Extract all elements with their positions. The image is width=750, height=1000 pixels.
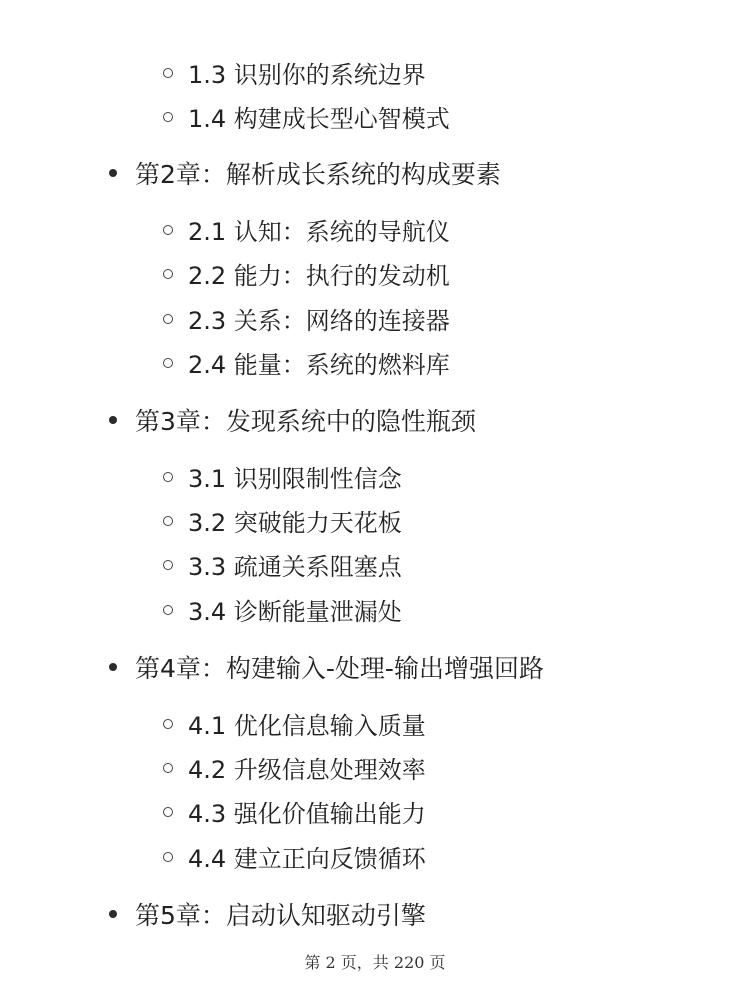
disc-bullet-icon xyxy=(109,663,117,671)
circle-bullet-icon xyxy=(163,807,173,817)
toc-entry-label: 1.3 识别你的系统边界 xyxy=(188,61,426,89)
disc-bullet-icon xyxy=(109,416,117,424)
toc-section-3-2 xyxy=(163,503,402,538)
toc-section-2-4 xyxy=(163,345,450,380)
toc-section-3-3 xyxy=(163,547,402,582)
toc-entry-label: 2.4 能量：系统的燃料库 xyxy=(188,351,450,379)
circle-bullet-icon xyxy=(163,605,173,615)
circle-bullet-icon xyxy=(163,112,173,122)
toc-section-3-4 xyxy=(163,592,402,627)
toc-entry-label: 4.1 优化信息输入质量 xyxy=(188,712,426,740)
disc-bullet-icon xyxy=(109,169,117,177)
toc-section-1-3 xyxy=(163,55,426,90)
toc-section-1-4 xyxy=(163,99,450,134)
toc-chapter-2 xyxy=(109,155,501,191)
circle-bullet-icon xyxy=(163,314,173,324)
toc-section-4-3 xyxy=(163,794,426,829)
toc-entry-label: 第5章：启动认知驱动引擎 xyxy=(135,901,426,930)
disc-bullet-icon xyxy=(109,910,117,918)
toc-chapter-5 xyxy=(109,896,426,932)
circle-bullet-icon xyxy=(163,269,173,279)
toc-entry-label: 3.4 诊断能量泄漏处 xyxy=(188,598,402,626)
toc-entry-label: 3.1 识别限制性信念 xyxy=(188,465,402,493)
page-number-footer: 第 2 页，共 220 页 xyxy=(304,953,446,972)
toc-entry-label: 4.3 强化价值输出能力 xyxy=(188,800,426,828)
toc-entry-label: 第3章：发现系统中的隐性瓶颈 xyxy=(135,407,476,436)
toc-entry-label: 第2章：解析成长系统的构成要素 xyxy=(135,160,501,189)
toc-entry-label: 3.2 突破能力天花板 xyxy=(188,509,402,537)
circle-bullet-icon xyxy=(163,560,173,570)
circle-bullet-icon xyxy=(163,852,173,862)
toc-section-2-3 xyxy=(163,301,450,336)
toc-entry-label: 2.2 能力：执行的发动机 xyxy=(188,262,450,290)
toc-entry-label: 4.4 建立正向反馈循环 xyxy=(188,845,426,873)
circle-bullet-icon xyxy=(163,358,173,368)
toc-chapter-3 xyxy=(109,402,476,438)
toc-entry-label: 2.1 认知：系统的导航仪 xyxy=(188,218,450,246)
toc-section-2-2 xyxy=(163,256,450,291)
toc-entry-label: 4.2 升级信息处理效率 xyxy=(188,756,426,784)
toc-entry-label: 2.3 关系：网络的连接器 xyxy=(188,307,450,335)
toc-section-4-4 xyxy=(163,839,426,874)
circle-bullet-icon xyxy=(163,225,173,235)
toc-section-2-1 xyxy=(163,212,450,247)
circle-bullet-icon xyxy=(163,719,173,729)
toc-entry-label: 1.4 构建成长型心智模式 xyxy=(188,105,450,133)
circle-bullet-icon xyxy=(163,516,173,526)
toc-entry-label: 第4章：构建输入-处理-输出增强回路 xyxy=(135,654,544,683)
circle-bullet-icon xyxy=(163,763,173,773)
toc-section-4-2 xyxy=(163,750,426,785)
toc-entry-label: 3.3 疏通关系阻塞点 xyxy=(188,553,402,581)
toc-section-4-1 xyxy=(163,706,426,741)
toc-chapter-4 xyxy=(109,649,544,685)
circle-bullet-icon xyxy=(163,472,173,482)
toc-section-3-1 xyxy=(163,459,402,494)
circle-bullet-icon xyxy=(163,68,173,78)
